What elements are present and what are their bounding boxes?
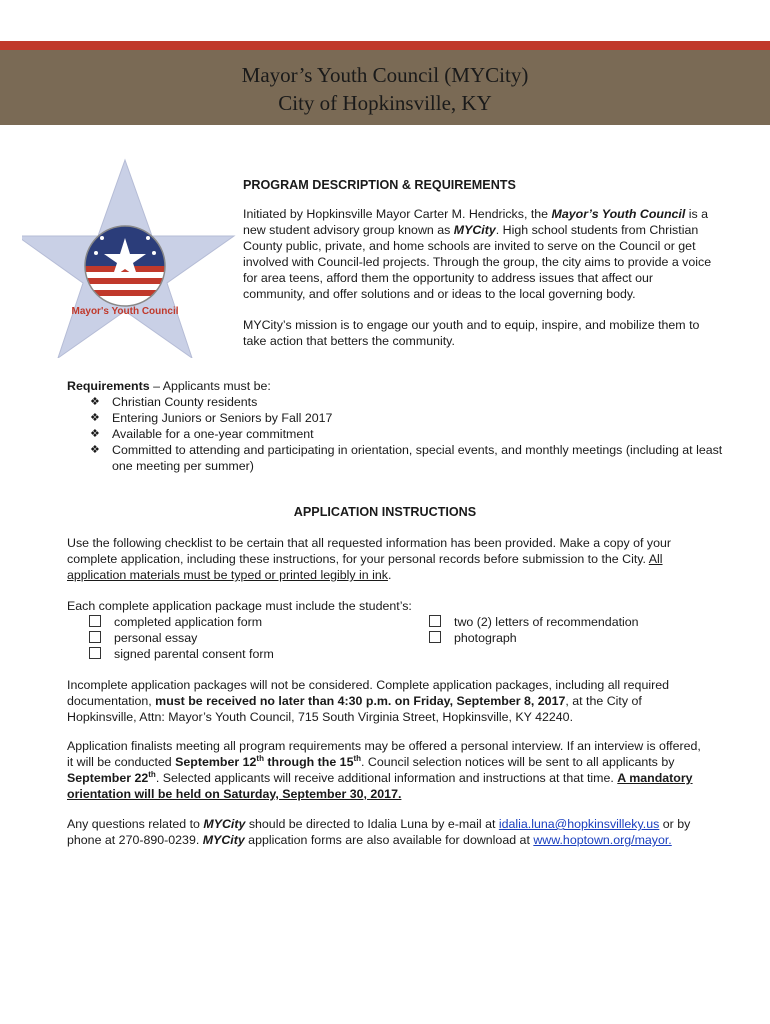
checklist-left bbox=[89, 614, 274, 662]
checkbox-icon[interactable] bbox=[429, 615, 441, 627]
diamond-bullet-icon: ❖ bbox=[90, 412, 100, 424]
list-item: signed parental consent form bbox=[89, 646, 274, 662]
checkbox-icon[interactable] bbox=[89, 631, 101, 643]
header-banner bbox=[0, 50, 770, 125]
application-checklist-intro: Use the following checklist to be certain that all requested information has been provided. Make a copy of your complete application, including these instructions, for your personal records before submission to the City. All application materials must be typed or printed legibly in ink. bbox=[67, 536, 672, 582]
page-subtitle: City of Hopkinsville, KY bbox=[278, 91, 492, 115]
list-item: completed application form bbox=[89, 614, 274, 630]
program-description: Initiated by Hopkinsville Mayor Carter M. Hendricks, the Mayor’s Youth Council is a new student advisory group known as MYCity. High school students from Christian County public, private, and home schools are invited to serve on the Council or get involved with Council-led projects. Through the group, the city aims to provide a voice for area teens, afford them the opportunity to address issues that affect our community, and offer solutions and or ideas to the local governing body. bbox=[243, 207, 712, 301]
diamond-bullet-icon: ❖ bbox=[90, 444, 100, 456]
email-link[interactable]: idalia.luna@hopkinsvilleky.us bbox=[498, 817, 660, 831]
list-item: ❖ Committed to attending and participating in orientation, special events, and monthly meetings (including at least one meeting per summer) bbox=[90, 443, 723, 473]
list-item: ❖ Available for a one-year commitment bbox=[90, 427, 314, 441]
diamond-bullet-icon: ❖ bbox=[90, 396, 100, 408]
program-heading: PROGRAM DESCRIPTION & REQUIREMENTS bbox=[243, 178, 516, 192]
list-item: personal essay bbox=[89, 630, 274, 646]
checkbox-icon[interactable] bbox=[89, 647, 101, 659]
requirements-list bbox=[67, 394, 727, 474]
page-title: Mayor’s Youth Council (MYCity) bbox=[241, 63, 529, 87]
submission-deadline: Incomplete application packages will not be considered. Complete application packages, including all required documentation, must be received no later than 4:30 p.m. on Friday, September 8, 2017, at the City of Hopkinsville, Attn: Mayor’s Youth Council, 715 South Virginia Street, Hopkinsville, KY 42240. bbox=[67, 678, 669, 724]
mycity-logo bbox=[22, 158, 242, 358]
checkbox-icon[interactable] bbox=[429, 631, 441, 643]
checkbox-icon[interactable] bbox=[89, 615, 101, 627]
checklist-right bbox=[429, 614, 639, 646]
list-item: two (2) letters of recommendation bbox=[429, 614, 639, 630]
interview-info: Application finalists meeting all program requirements may be offered a personal interview. If an interview is offered, it will be conducted September 12th through the 15th. Council selection notices will be sent to all applicants by September 22th. Selected applicants will receive additional information and instructions at that time. A mandatory orientation will be held on Saturday, September 30, 2017. bbox=[67, 739, 701, 801]
requirements-section bbox=[67, 378, 727, 474]
logo-caption: Mayor's Youth Council bbox=[71, 306, 179, 317]
website-link[interactable]: www.hoptown.org/mayor. bbox=[533, 833, 672, 847]
program-section bbox=[243, 177, 713, 349]
program-mission: MYCity’s mission is to engage our youth and to equip, inspire, and mobilize them to take action that betters the community. bbox=[243, 318, 700, 348]
package-intro: Each complete application package must include the student’s: bbox=[67, 599, 412, 613]
list-item: photograph bbox=[429, 630, 639, 646]
header-accent-bar bbox=[0, 41, 770, 50]
diamond-bullet-icon: ❖ bbox=[90, 428, 100, 440]
requirements-intro: Requirements – Applicants must be: bbox=[67, 379, 271, 393]
list-item: ❖ Entering Juniors or Seniors by Fall 2017 bbox=[90, 411, 333, 425]
application-heading: APPLICATION INSTRUCTIONS bbox=[293, 505, 477, 519]
contact-info: Any questions related to MYCity should be directed to Idalia Luna by e-mail at idalia.luna@hopkinsvilleky.us or by phone at 270-890-0239. MYCity application forms are also available for download at www.hoptown.org/mayor. bbox=[67, 817, 691, 847]
list-item: ❖ Christian County residents bbox=[90, 395, 258, 409]
